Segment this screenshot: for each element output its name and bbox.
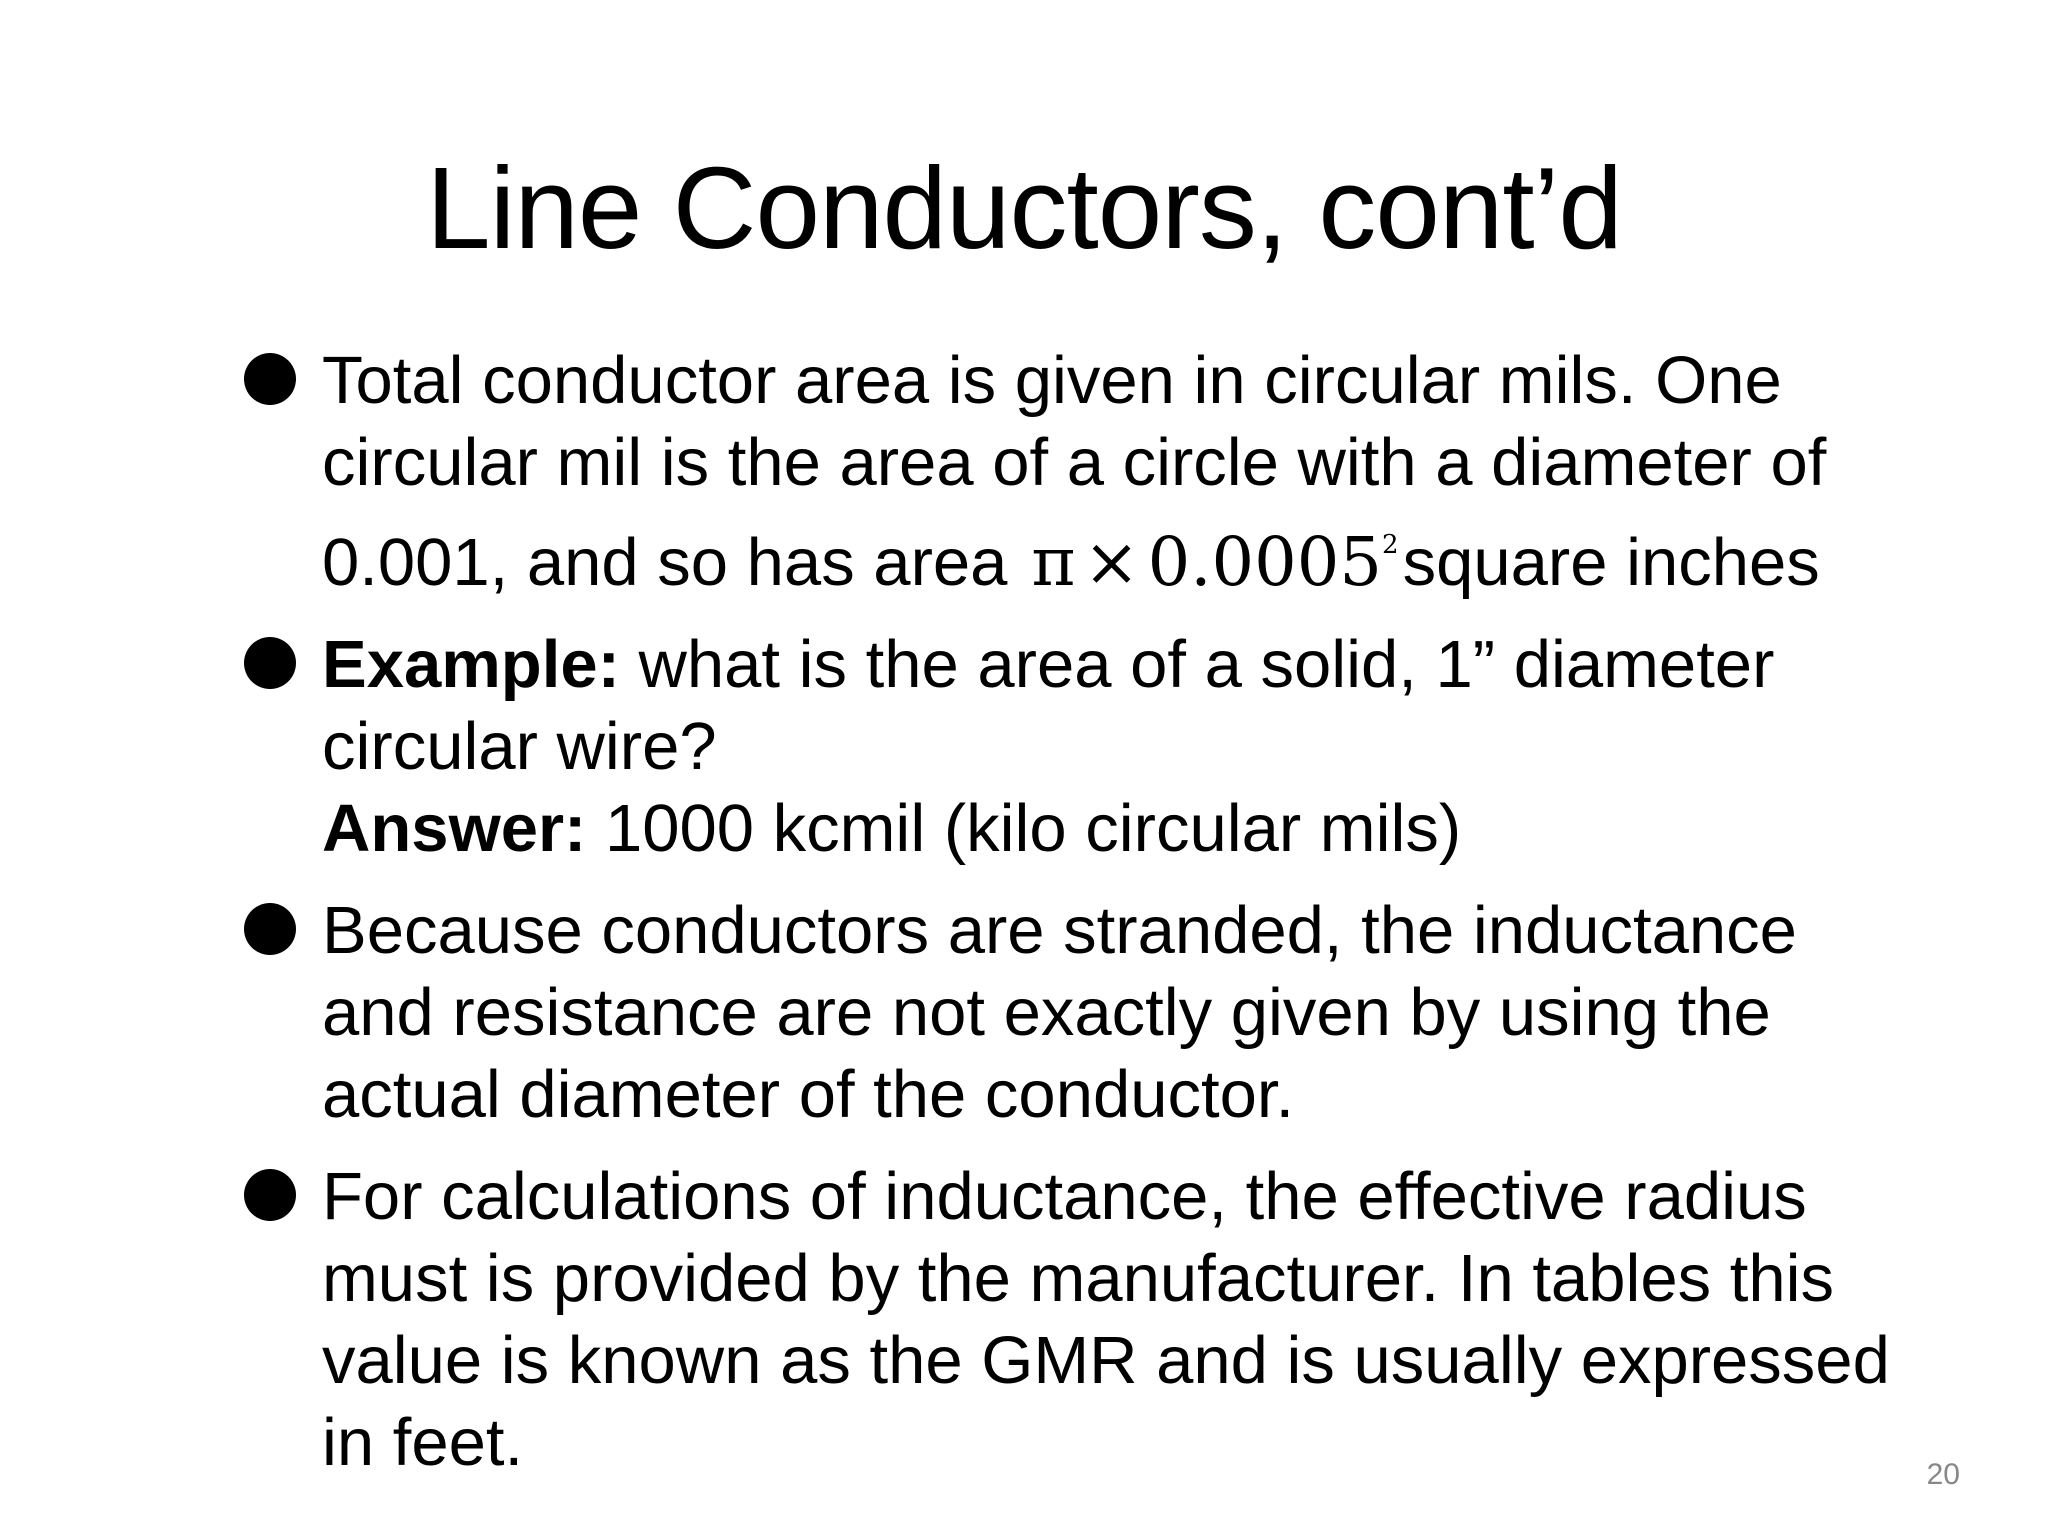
bullet-line: in feet. bbox=[322, 1405, 524, 1480]
bullet-dot-icon bbox=[244, 903, 296, 955]
bullet-line: Because conductors are stranded, the inductance bbox=[322, 893, 1797, 968]
pi-symbol: π bbox=[1031, 523, 1076, 601]
bullet-dot-icon bbox=[244, 637, 296, 689]
bullet-line: and resistance are not exactly given by using the bbox=[322, 975, 1771, 1050]
bullet-line-with-formula bbox=[322, 504, 1980, 604]
bullet-list bbox=[240, 340, 1980, 1504]
page-number: 20 bbox=[1926, 1458, 1960, 1491]
answer-line bbox=[322, 788, 1980, 870]
bullet-line: value is known as the GMR and is usually expressed bbox=[322, 1323, 1890, 1398]
bullet-line: actual diameter of the conductor. bbox=[322, 1057, 1295, 1132]
example-line bbox=[322, 624, 1980, 706]
bullet-dot-icon bbox=[244, 353, 296, 405]
bullet-stranded-conductors bbox=[240, 890, 1980, 1136]
example-line-continued: circular wire? bbox=[322, 709, 717, 784]
bullet-gmr bbox=[240, 1156, 1980, 1484]
bullet-circular-mils bbox=[240, 340, 1980, 604]
formula-prefix: 0.001, and so has area bbox=[322, 525, 1008, 600]
answer-label: Answer: bbox=[322, 791, 587, 866]
bullet-example bbox=[240, 624, 1980, 870]
formula-number: 0.0005 bbox=[1147, 523, 1383, 601]
area-formula bbox=[1031, 523, 1402, 601]
bullet-dot-icon bbox=[244, 1169, 296, 1221]
bullet-line: Total conductor area is given in circular mils. One bbox=[322, 343, 1782, 418]
answer-text: 1000 kcmil (kilo circular mils) bbox=[586, 791, 1462, 866]
slide-title: Line Conductors, cont’d bbox=[426, 143, 1622, 273]
bullet-line: For calculations of inductance, the effective radius bbox=[322, 1159, 1807, 1234]
bullet-line: must is provided by the manufacturer. In tables this bbox=[322, 1241, 1834, 1316]
formula-exponent: 2 bbox=[1382, 530, 1399, 560]
example-question: what is the area of a solid, 1” diameter bbox=[619, 627, 1775, 702]
example-label: Example: bbox=[322, 627, 620, 702]
formula-suffix: square inches bbox=[1402, 525, 1820, 600]
times-symbol: × bbox=[1083, 523, 1140, 601]
bullet-line: circular mil is the area of a circle with a diameter of bbox=[322, 425, 1827, 500]
